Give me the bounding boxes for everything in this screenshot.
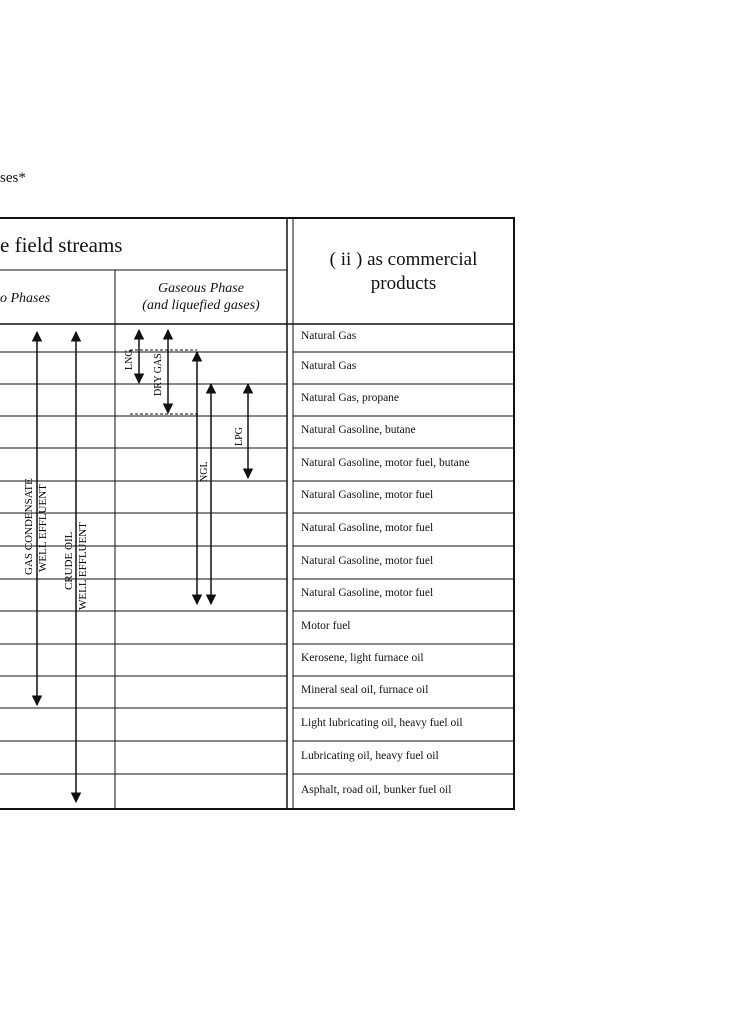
lpg-label: LPG <box>234 427 245 446</box>
crude-oil-label-2: WELL EFFLUENT <box>77 522 89 610</box>
table-caption: ses* <box>0 170 26 186</box>
gaseous-phase-header <box>115 280 287 314</box>
product-row: Natural Gas <box>301 330 357 342</box>
commercial-line2: products <box>370 273 437 294</box>
gas-condensate-label: GAS CONDENSATE <box>23 478 35 575</box>
product-row: Natural Gasoline, motor fuel <box>301 554 434 567</box>
product-row: Light lubricating oil, heavy fuel oil <box>301 716 463 729</box>
product-row: Natural Gasoline, motor fuel <box>301 521 434 534</box>
product-row: Motor fuel <box>301 619 351 632</box>
commercial-products-header <box>293 248 514 296</box>
dry-gas-label: DRY GAS <box>153 353 164 396</box>
two-phases-header: o Phases <box>0 291 51 306</box>
product-row: Natural Gas <box>301 360 357 372</box>
product-row: Lubricating oil, heavy fuel oil <box>301 749 439 762</box>
ngl-label: NGL <box>199 461 210 482</box>
lng-label: LNG <box>124 349 135 370</box>
crude-oil-label: CRUDE OIL <box>63 531 75 590</box>
product-row: Kerosene, light furnace oil <box>301 652 424 664</box>
field-streams-header: e field streams <box>0 233 123 257</box>
product-row: Natural Gasoline, motor fuel <box>301 587 434 599</box>
gaseous-phase-line2: (and liquefied gases) <box>142 298 260 313</box>
product-row: Natural Gas, propane <box>301 392 400 404</box>
gaseous-phase-line1: Gaseous Phase <box>158 281 244 296</box>
product-row: Natural Gasoline, motor fuel, butane <box>301 456 470 469</box>
commercial-line1: ( ii ) as commercial <box>329 249 478 270</box>
gas-condensate-label-2: WELL EFFLUENT <box>37 484 49 572</box>
product-row: Asphalt, road oil, bunker fuel oil <box>301 783 452 796</box>
product-row: Natural Gasoline, motor fuel <box>301 489 434 501</box>
product-row: Natural Gasoline, butane <box>301 424 416 436</box>
product-row: Mineral seal oil, furnace oil <box>301 684 429 696</box>
